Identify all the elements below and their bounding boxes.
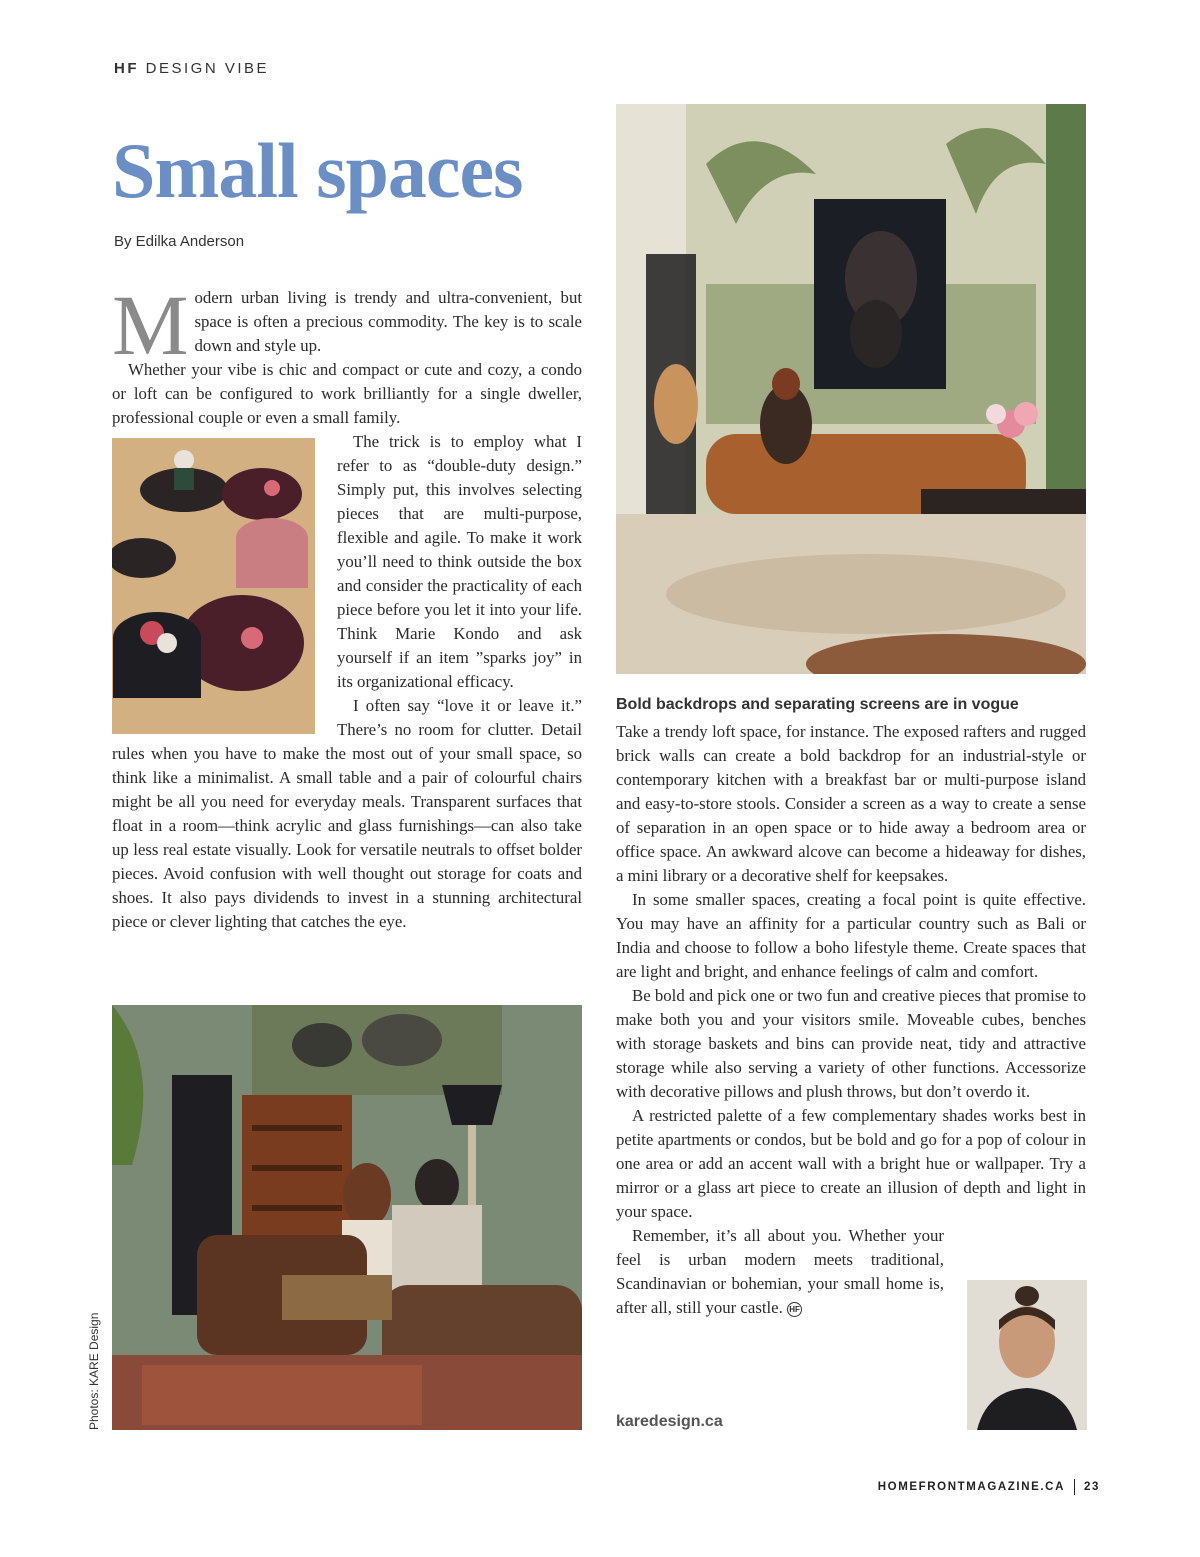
brand-mark: HF bbox=[114, 60, 139, 77]
website-link[interactable]: karedesign.ca bbox=[616, 1413, 723, 1430]
right-column bbox=[616, 720, 1086, 1320]
section-tag bbox=[114, 60, 269, 77]
footer-site: HOMEFRONTMAGAZINE.CA bbox=[877, 1481, 1065, 1493]
lounge-chess-photo bbox=[112, 1005, 582, 1430]
page-number: 23 bbox=[1084, 1481, 1100, 1493]
page-footer bbox=[878, 1479, 1100, 1495]
footer-divider bbox=[1074, 1479, 1075, 1495]
author-headshot-photo bbox=[967, 1280, 1087, 1430]
tables-stools-photo bbox=[112, 438, 315, 734]
section-name: DESIGN VIBE bbox=[145, 60, 270, 77]
loft-living-room-photo bbox=[616, 104, 1086, 674]
paragraph-6: In some smaller spaces, creating a focal point is quite effective. You may have an affinity for a particular country such as Bali or India and choose to follow a boho lifestyle theme. Create spaces that are light and bright, and enhance feelings of calm and comfort. bbox=[616, 890, 1086, 981]
paragraph-5: Take a trendy loft space, for instance. The exposed rafters and rugged brick walls can create a bold backdrop for an industrial-style or contemporary kitchen with a breakfast bar or multi-purpose island and easy-to-store stools. Consider a screen as a way to create a sense of separation in an open space or to hide away a bedroom area or office space. An awkward alcove can become a hideaway for dishes, a mini library or a decorative shelf for keepsakes. bbox=[616, 722, 1086, 885]
paragraph-9: Remember, it’s all about you. Whether your feel is urban modern meets traditional, Scandinavian or bohemian, your small home is, after all, still your castle. HF bbox=[616, 1226, 944, 1317]
paragraph-3: The trick is to employ what I refer to as “double-duty design.” Simply put, this involves selecting pieces that are multi-purpose, flexible and agile. To make it work you’ll need to think outside the box and consider the practicality of each piece before you let it into your life. Think Marie Kondo and ask yourself if an item ”sparks joy” in its organizational efficacy. bbox=[112, 430, 582, 694]
paragraph-8: A restricted palette of a few complementary shades works best in petite apartments or condos, but be bold and go for a pop of colour in one area or add an accent wall with a bright hue or wallpaper. Try a mirror or a glass art piece to create an illusion of depth and light in your space. bbox=[616, 1106, 1086, 1221]
paragraph-4: I often say “love it or leave it.” There’s no room for clutter. Detail rules when you have to make the most out of your small space, so think like a minimalist. A small table and a pair of colourful chairs might be all you need for everyday meals. Transparent surfaces that float in a room—think acrylic and glass furnishings—can also take up less real estate visually. Look for versatile neutrals to offset bolder pieces. Avoid confusion with well thought out storage for coats and shoes. It also pays dividends to invest in a stunning architectural piece or clever lighting that catches the eye. bbox=[112, 696, 582, 931]
paragraph-1: Modern urban living is trendy and ultra-convenient, but space is often a precious commodity. The key is to scale down and style up. bbox=[112, 277, 582, 373]
photo-credit: Photos: KARE Design bbox=[87, 1312, 101, 1430]
article-title: Small spaces bbox=[112, 127, 523, 214]
left-column bbox=[112, 277, 582, 934]
drop-cap: M bbox=[112, 277, 189, 373]
byline: By Edilka Anderson bbox=[114, 233, 245, 250]
end-mark-icon: HF bbox=[787, 1302, 802, 1317]
subheading: Bold backdrops and separating screens are in vogue bbox=[616, 696, 1019, 713]
paragraph-2: Whether your vibe is chic and compact or cute and cozy, a condo or loft can be configured to work brilliantly for a single dweller, professional couple or even a small family. bbox=[112, 360, 582, 427]
paragraph-7: Be bold and pick one or two fun and creative pieces that promise to make both you and your visitors smile. Moveable cubes, benches with storage baskets and bins can provide neat, tidy and attractive storage while also serving a variety of other functions. Accessorize with decorative pillows and plush throws, but don’t overdo it. bbox=[616, 986, 1086, 1101]
